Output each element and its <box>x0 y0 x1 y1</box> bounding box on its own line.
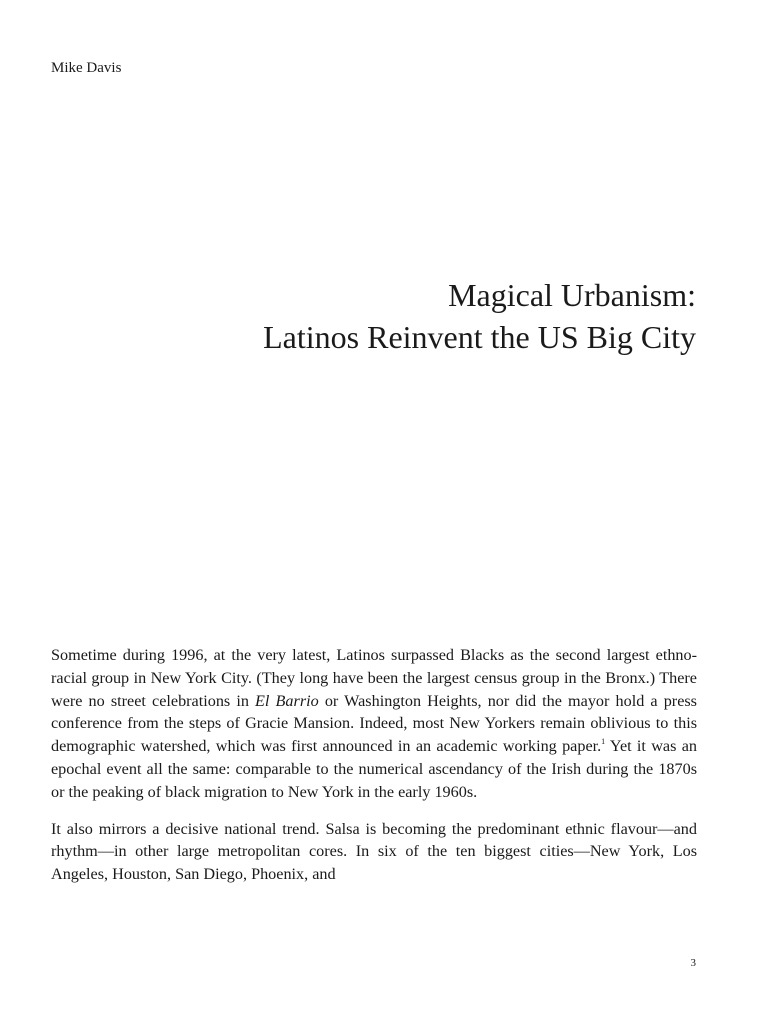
italic-place-name: El Barrio <box>255 691 319 710</box>
chapter-title <box>263 274 696 358</box>
paragraph-1-text-c: Yet it was an epochal event all the same: comparable to the numerical ascendancy of the Irish during the 1870s or the peaking of black migration to New York in the early 1960s. <box>51 737 697 801</box>
title-line-2: Latinos Reinvent the US Big City <box>263 319 696 355</box>
page-number: 3 <box>690 957 696 969</box>
paragraph-1 <box>51 644 697 804</box>
body-text <box>51 644 697 900</box>
footnote-marker[interactable]: 1 <box>601 737 606 747</box>
paragraph-2: It also mirrors a decisive national trend. Salsa is becoming the predominant ethnic flavour—and rhythm—in other large metropolitan cores. In six of the ten biggest cities—New York, Los Angeles, Houston, San Diego, Phoenix, and <box>51 819 697 884</box>
title-line-1: Magical Urbanism: <box>448 277 696 313</box>
paragraph-1-text-b: or Washington Heights, nor did the mayor hold a press conference from the steps of Gracie Mansion. Indeed, most New Yorkers remain oblivious to this demographic watershed, which was first announced in an academic working paper. <box>51 691 697 756</box>
paragraph-1-text-a: Sometime during 1996, at the very latest, Latinos surpassed Blacks as the second largest ethno-racial group in New York City. (They long have been the largest census group in the Bronx.) There were no street celebrations in <box>51 646 697 710</box>
author-name: Mike Davis <box>51 60 122 76</box>
